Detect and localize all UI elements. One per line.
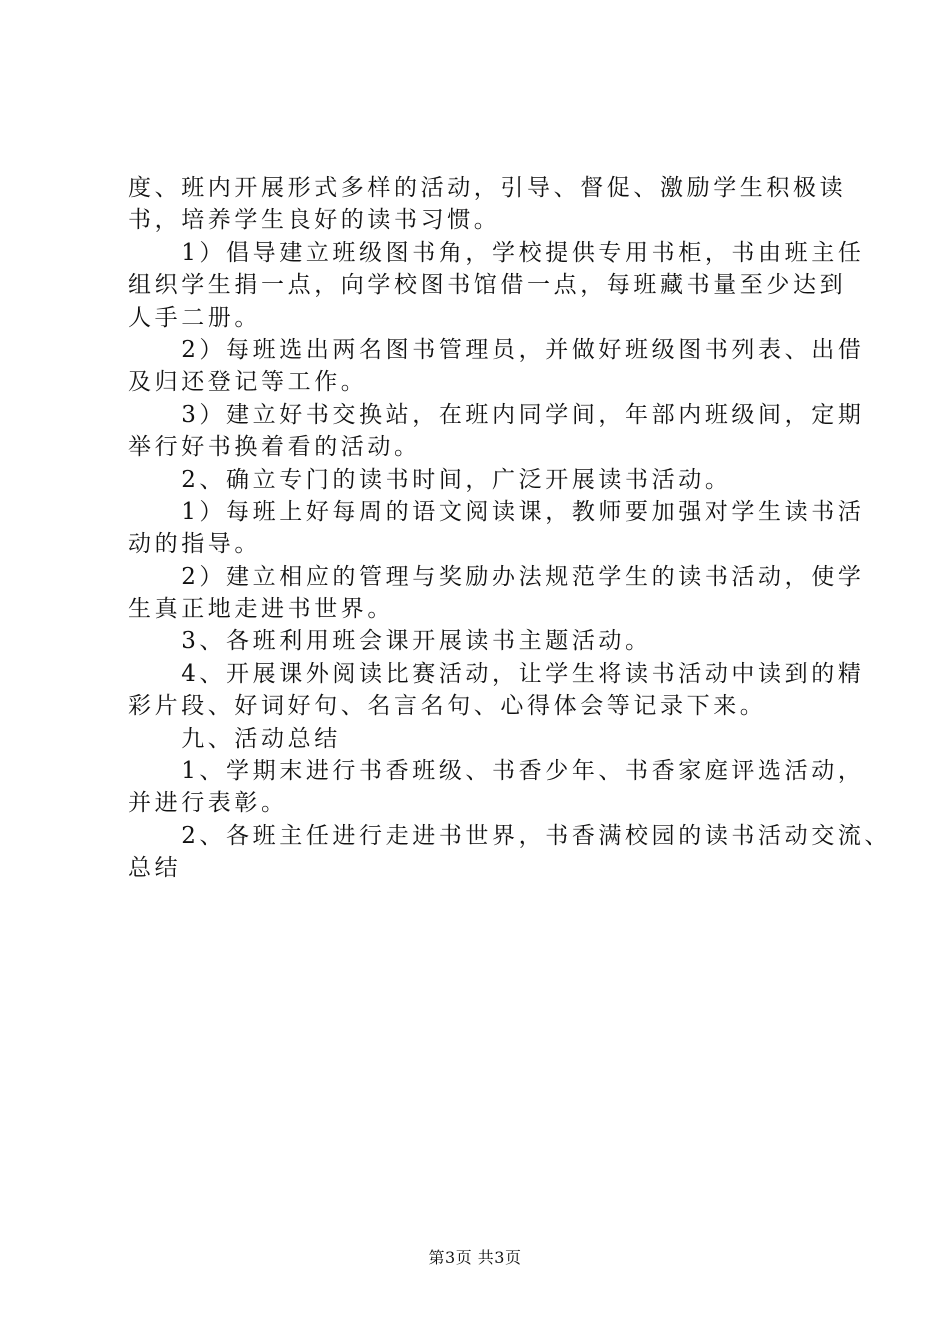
text-line: 1）每班上好每周的语文阅读课，教师要加强对学生读书活 [128, 498, 865, 525]
text-line: 3）建立好书交换站，在班内同学间，年部内班级间，定期 [128, 401, 865, 428]
text-line: 2、各班主任进行走进书世界，书香满校园的读书活动交流、 [128, 822, 892, 849]
text-line: 并进行表彰。 [128, 790, 288, 817]
page-number-footer: 第3页 共3页 [428, 1248, 522, 1267]
text-line: 4、开展课外阅读比赛活动，让学生将读书活动中读到的精 [128, 660, 865, 687]
text-line: 书，培养学生良好的读书习惯。 [128, 207, 501, 234]
text-line: 彩片段、好词好句、名言名句、心得体会等记录下来。 [128, 693, 767, 720]
text-line: 举行好书换着看的活动。 [128, 434, 421, 461]
text-line: 3、各班利用班会课开展读书主题活动。 [128, 628, 652, 655]
text-line: 动的指导。 [128, 531, 261, 558]
text-line: 度、班内开展形式多样的活动，引导、督促、激励学生积极读 [128, 175, 847, 201]
body-text [128, 172, 892, 885]
section-heading: 九、活动总结 [128, 725, 341, 752]
text-line: 组织学生捐一点，向学校图书馆借一点，每班藏书量至少达到 [128, 272, 847, 299]
text-line: 人手二册。 [128, 304, 261, 331]
text-line: 2）每班选出两名图书管理员，并做好班级图书列表、出借 [128, 336, 865, 363]
text-line: 2、确立专门的读书时间，广泛开展读书活动。 [128, 466, 732, 493]
text-line: 1、学期末进行书香班级、书香少年、书香家庭评选活动， [128, 758, 865, 785]
text-line: 2）建立相应的管理与奖励办法规范学生的读书活动，使学 [128, 563, 865, 590]
text-line: 1）倡导建立班级图书角，学校提供专用书柜，书由班主任 [128, 239, 865, 266]
text-line: 生真正地走进书世界。 [128, 596, 394, 623]
text-line: 及归还登记等工作。 [128, 369, 368, 396]
text-line: 总结 [128, 855, 182, 882]
